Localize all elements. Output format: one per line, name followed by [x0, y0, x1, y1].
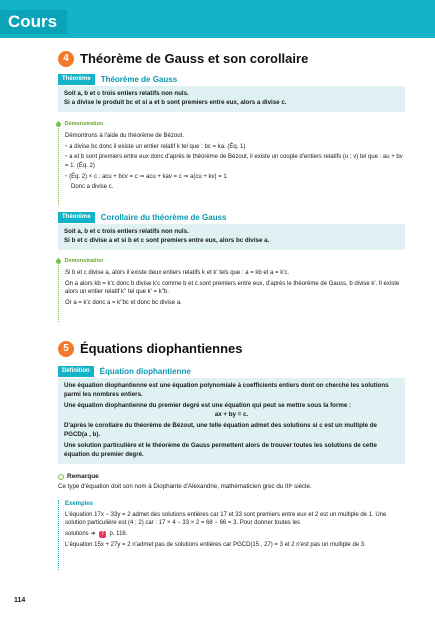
demo-line: Démontrons à l'aide du théorème de Bézout.: [65, 132, 184, 139]
corollary-box: [58, 224, 405, 250]
page-number: 114: [14, 597, 26, 604]
definition-label: [58, 366, 191, 378]
definition-title: Équation diophantienne: [99, 367, 191, 376]
corollary-title: Corollaire du théorème de Gauss: [100, 213, 227, 222]
demo-line: Or a = k'c donc a = k''bc et donc bc divise a.: [65, 300, 182, 307]
section-number: 4: [58, 51, 74, 67]
bullet-dot-icon: [56, 122, 61, 127]
demo-text: (Éq. 2) × c : acu + bcv = c ⇒ acu + kav = c ⇒ a(cu + kv) = 1: [69, 173, 227, 180]
section-5-heading: [58, 340, 243, 359]
demonstration-label: Démonstration: [64, 121, 104, 127]
demonstration-heading: [65, 121, 405, 129]
definition-line: Une équation diophantienne du premier degré est une équation qui peut se mettre sous la forme :: [64, 401, 352, 409]
theorem-tag: Théorème: [58, 74, 95, 85]
demo-line: [65, 143, 405, 152]
examples-heading: Exemples: [65, 501, 94, 507]
bullet-icon: •: [65, 154, 68, 161]
demo-line: [65, 153, 405, 170]
example-page-ref: p. 116.: [109, 531, 128, 538]
demo-line: [65, 173, 405, 182]
bullet-icon: •: [65, 173, 68, 180]
theorem-label: [58, 74, 177, 86]
section-number: 5: [58, 341, 74, 357]
header-tab: Cours: [0, 10, 67, 34]
definition-line: Une équation diophantienne est une équation polynomiale à coefficients entiers dont on cherche les solutions parmi les nombres entiers.: [64, 382, 389, 398]
section-title: Théorème de Gauss et son corollaire: [80, 51, 309, 66]
exercise-ref-badge[interactable]: 7: [101, 531, 104, 538]
example-text: solutions: [65, 531, 89, 538]
definition-line: D'après le corollaire du théorème de Bézout, une telle équation admet des solutions si c est un multiple de PGCD(a , b).: [64, 421, 377, 438]
section-title: Équations diophantiennes: [80, 341, 243, 356]
remark-label: Remarque: [67, 473, 99, 480]
theorem-line: Si a divise le produit bc et si a et b sont premiers entre eux, alors a divise c.: [64, 98, 287, 106]
demo-text: a et b sont premiers entre eux donc d'après le théorème de Bézout, il existe un couple d'entiers relatifs (u ; v) tel que : au + bv = 1. (Éq. 2): [65, 154, 403, 170]
definition-box: [58, 378, 405, 464]
corollary-line: Si b et c divise a et si b et c sont premiers entre eux, alors bc divise a.: [64, 236, 270, 244]
remark-heading: [58, 472, 405, 481]
demonstration-block: [58, 121, 405, 205]
remark-icon: [58, 474, 64, 480]
definition-equation: ax + by = c.: [214, 410, 249, 418]
definition-tag: Définition: [58, 366, 94, 377]
demo-text: a divise bc donc il existe un entier relatif k tel que : bc = ka. (Éq. 1): [69, 143, 246, 150]
definition-line: Une solution particulière et le théorème de Gauss permettent alors de trouver toutes les solutions de cette équation du premier degré.: [64, 441, 377, 458]
demonstration-label: Démonstration: [64, 258, 104, 264]
theorem-title: Théorème de Gauss: [100, 75, 178, 84]
remark-block: [58, 472, 405, 492]
corollary-line: Soit a, b et c trois entiers relatifs non nuls.: [64, 228, 189, 235]
corollary-tag: Théorème: [58, 212, 95, 223]
section-4-heading: [58, 50, 308, 69]
example-line: L'équation 15x + 27y = 2 n'admet pas de solutions entières car PGCD(15 , 27) = 3 et 2 n'est pas un multiple de 3.: [65, 541, 366, 548]
corollary-label: [58, 212, 227, 224]
example-ref-line: [65, 530, 405, 539]
demonstration-block-2: [58, 258, 405, 322]
arrow-icon: ➜: [90, 531, 96, 538]
examples-block: [58, 500, 405, 570]
demo-line: Donc a divise c.: [71, 184, 114, 191]
bullet-icon: •: [65, 143, 68, 150]
theorem-box: [58, 86, 405, 112]
bullet-dot-icon: [56, 259, 61, 264]
example-line: L'équation 17x − 33y = 2 admet des solutions entières car 17 et 33 sont premiers entre eux et 2 est un multiple de 1. Une solution particulière est (4 ; 2) car : 17 × 4 − 33 × 2 = 68 − 66 = 3. Pour donner toutes les: [65, 511, 387, 527]
theorem-line: Soit a, b et c trois entiers relatifs non nuls.: [64, 90, 189, 97]
demo-line: On a alors kb = k'c donc b divise k'c comme b et c sont premiers entre eux, d'après le théorème de Gauss, b divise k'. Il existe alors un entier relatif k'' tel que k' = k''b.: [65, 280, 400, 296]
demonstration-heading: [65, 258, 405, 266]
demo-line: Si b et c divise a, alors il existe deux entiers relatifs k et k' tels que : a = kb et a = k'c.: [65, 269, 290, 276]
remark-text: Ce type d'équation doit son nom à Diophante d'Alexandrie, mathématicien grec du IIIᵉ siècle.: [58, 483, 312, 491]
